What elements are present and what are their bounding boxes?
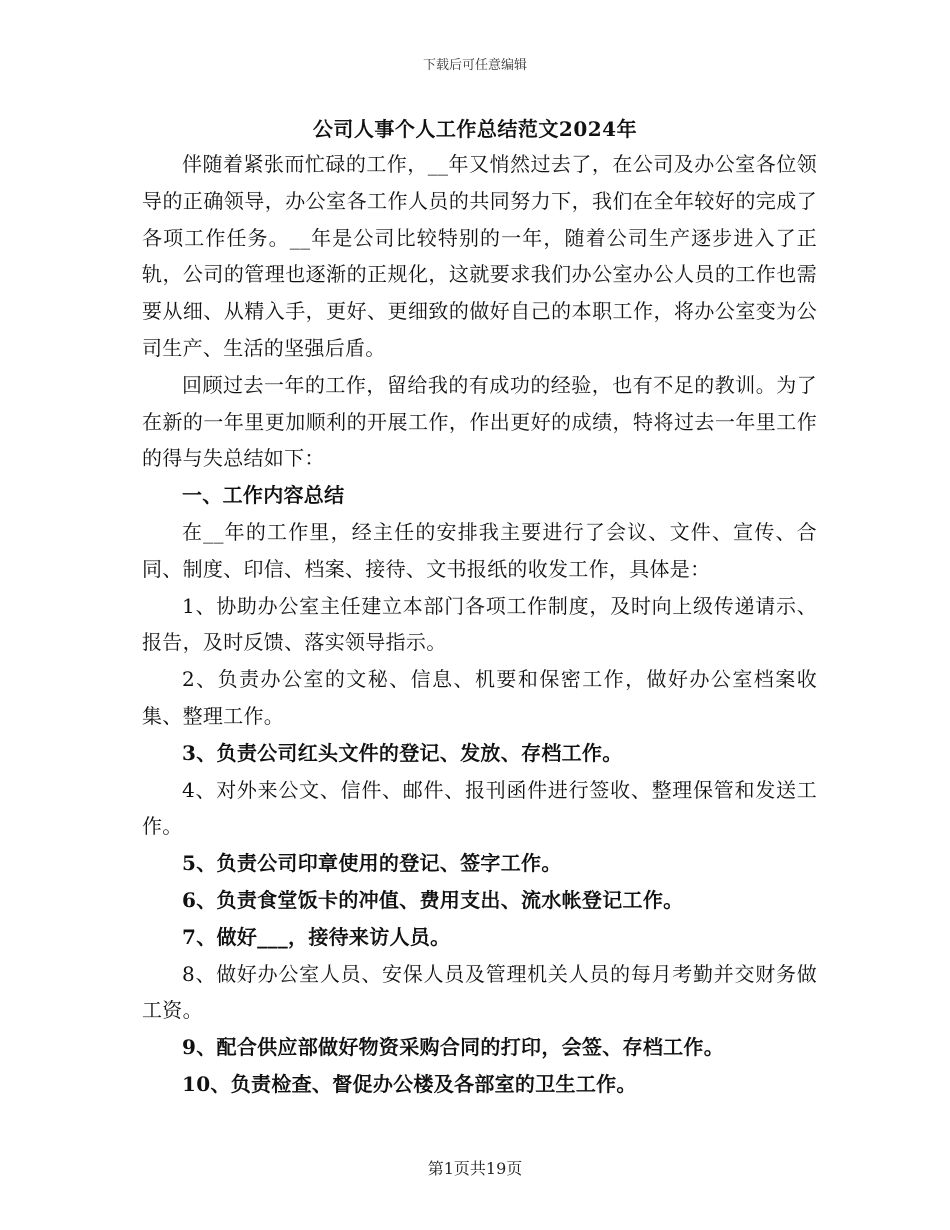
list-item: 3、负责公司红头文件的登记、发放、存档工作。 [182,740,623,765]
list-item: 6、负责食堂饭卡的冲值、费用支出、流水帐登记工作。 [182,887,684,912]
list-item: 7、做好___，接待来访人员。 [182,924,451,949]
list-item: 4、对外来公文、信件、邮件、报刊函件进行签收、整理保管和发送工作。 [142,777,817,839]
document-body [142,146,817,1103]
list-item: 2、负责办公室的文秘、信息、机要和保密工作，做好办公室档案收集、整理工作。 [142,667,817,728]
paragraph-intro: 伴随着紧张而忙碌的工作，__年又悄然过去了，在公司及办公室各位领导的正确领导，办公室各工作人员的共同努力下，我们在全年较好的完成了各项工作任务。__年是公司比较特别的一年，随着公司生产逐步进入了正轨，公司的管理也逐渐的正规化，这就要求我们办公室办公人员的工作也需要从细、从精入手，更好、更细致的做好自己的本职工作，将办公室变为公司生产、生活的坚强后盾。 [142,152,817,360]
list-item: 1、协助办公室主任建立本部门各项工作制度，及时向上级传递请示、报告，及时反馈、落实领导指示。 [142,593,817,655]
list-item: 5、负责公司印章使用的登记、签字工作。 [182,851,562,876]
paragraph-arrangement: 在__年的工作里，经主任的安排我主要进行了会议、文件、宣传、合同、制度、印信、档案、接待、文书报纸的收发工作，具体是： [142,519,817,581]
page-footer: 第1页共19页 [427,1159,523,1178]
paragraph-review: 回顾过去一年的工作，留给我的有成功的经验，也有不足的教训。为了在新的一年里更加顺利的开展工作，作出更好的成绩，特将过去一年里工作的得与失总结如下： [142,372,817,471]
list-item: 8、做好办公室人员、安保人员及管理机关人员的每月考勤并交财务做工资。 [142,961,817,1023]
document-title: 公司人事个人工作总结范文2024年 [312,117,638,141]
section-heading: 一、工作内容总结 [182,483,345,508]
header-note: 下载后可任意编辑 [422,58,527,73]
list-item: 10、负责检查、督促办公楼及各部室的卫生工作。 [182,1071,637,1096]
list-item: 9、配合供应部做好物资采购合同的打印，会签、存档工作。 [182,1035,725,1060]
